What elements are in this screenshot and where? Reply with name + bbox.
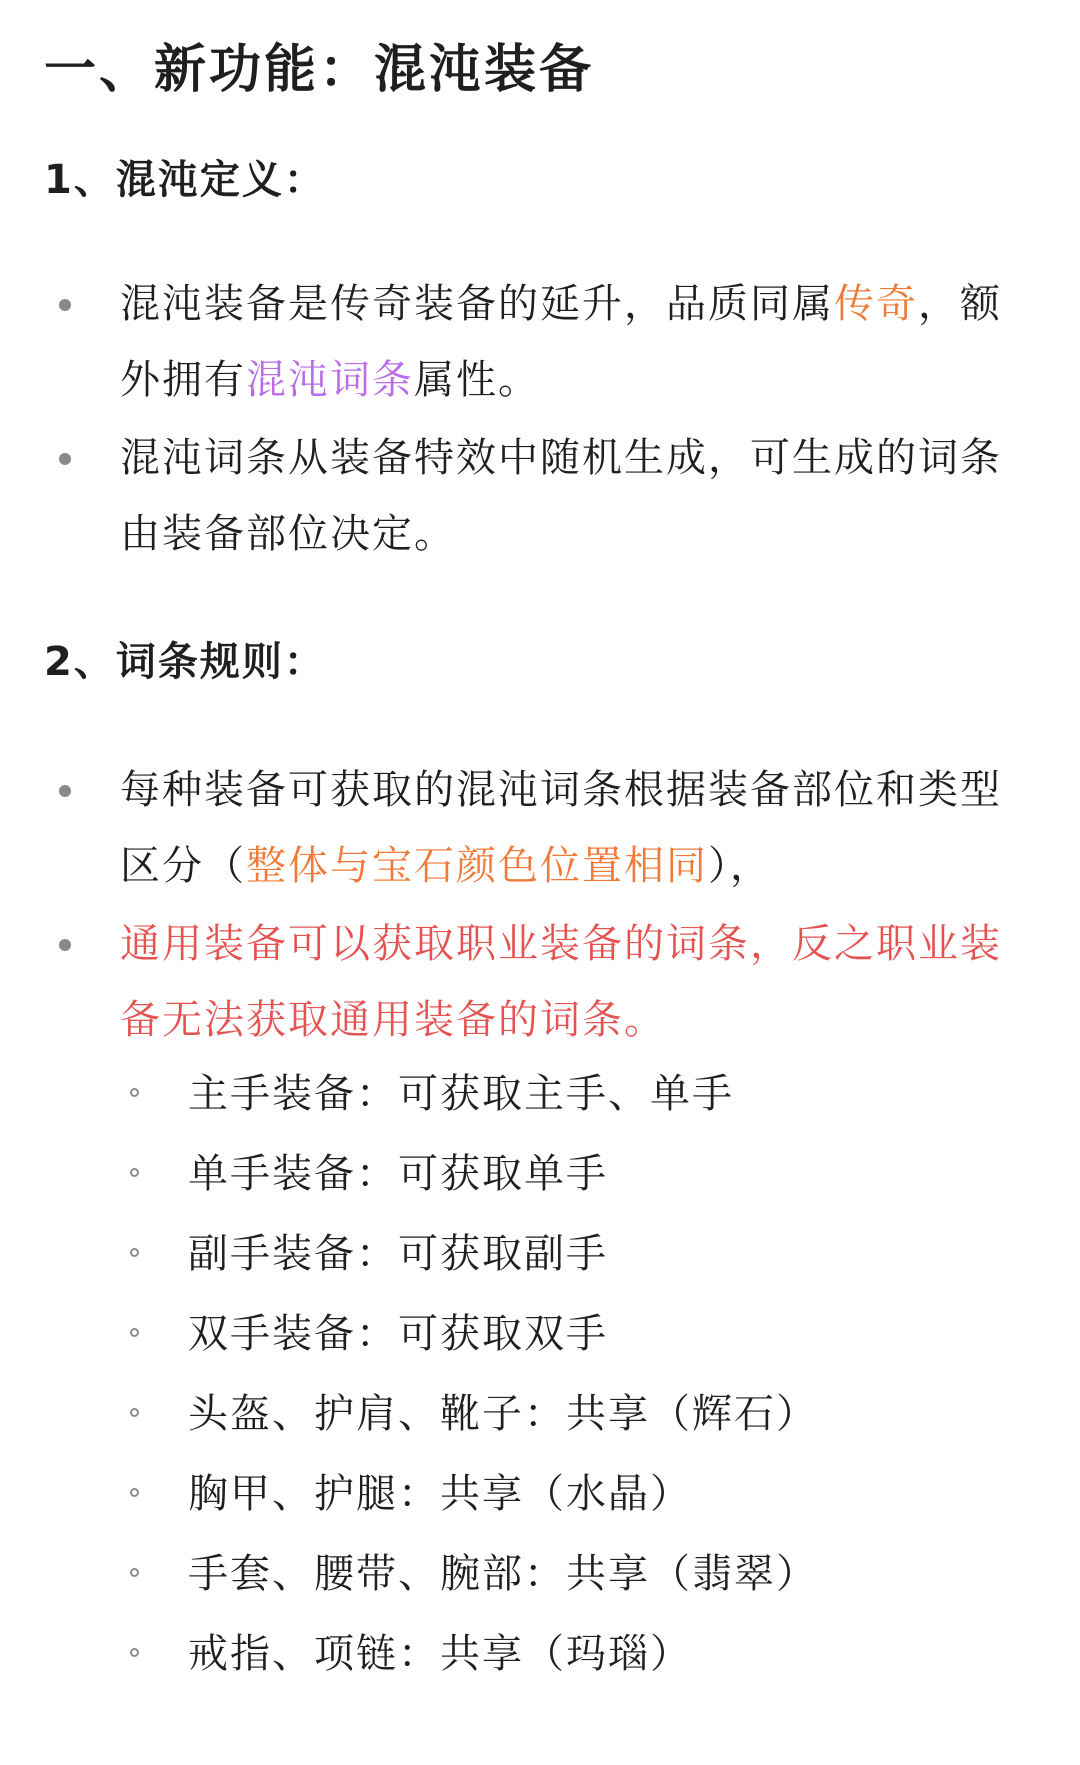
section-heading-definition: 1、混沌定义：: [44, 157, 326, 203]
list-item-text: 混沌词条从装备特效中随机生成，可生成的词条由装备部位决定。: [120, 435, 1002, 557]
bullet-dot-icon: [59, 939, 71, 951]
list-item-text-highlighted: 通用装备可以获取职业装备的词条，反之职业装备无法获取通用装备的词条。: [120, 921, 1002, 1043]
sub-list-item: [0, 1374, 1080, 1454]
bullet-circle-icon: [130, 1408, 139, 1417]
section-heading-affix-rules: 2、词条规则：: [44, 639, 326, 685]
bullet-circle-icon: [130, 1088, 139, 1097]
sub-list-item-text: 单手装备：可获取单手: [188, 1151, 608, 1197]
sub-list-item-text: 副手装备：可获取副手: [188, 1231, 608, 1277]
sub-list-item: [0, 1054, 1080, 1134]
sub-list-item: [0, 1214, 1080, 1294]
highlight-chaos-affix: 混沌词条: [246, 357, 414, 403]
bullet-circle-icon: [130, 1248, 139, 1257]
sub-list-item: [0, 1454, 1080, 1534]
sub-list-item: [0, 1534, 1080, 1614]
page-title: 一、新功能：混沌装备: [44, 40, 595, 100]
list-item-text: 混沌装备是传奇装备的延升，品质同属传奇，额外拥有混沌词条属性。: [120, 281, 1002, 403]
highlight-same-as-gem: 整体与宝石颜色位置相同: [246, 843, 708, 889]
sub-list-item-text: 胸甲、护腿：共享（水晶）: [188, 1471, 692, 1517]
bullet-dot-icon: [59, 299, 71, 311]
sub-list-item-text: 头盔、护肩、靴子：共享（辉石）: [188, 1391, 818, 1437]
sub-list-item: [0, 1614, 1080, 1694]
bullet-circle-icon: [130, 1648, 139, 1657]
bullet-circle-icon: [130, 1328, 139, 1337]
bullet-circle-icon: [130, 1488, 139, 1497]
sub-list-item: [0, 1294, 1080, 1374]
bullet-circle-icon: [130, 1168, 139, 1177]
sub-list-item-text: 主手装备：可获取主手、单手: [188, 1071, 734, 1117]
bullet-dot-icon: [59, 785, 71, 797]
list-item-text: 每种装备可获取的混沌词条根据装备部位和类型区分（整体与宝石颜色位置相同），: [120, 767, 1002, 889]
bullet-circle-icon: [130, 1568, 139, 1577]
sub-list-item: [0, 1134, 1080, 1214]
highlight-legendary: 传奇: [834, 281, 918, 327]
sub-list-item-text: 双手装备：可获取双手: [188, 1311, 608, 1357]
bullet-dot-icon: [59, 453, 71, 465]
sub-list-item-text: 戒指、项链：共享（玛瑙）: [188, 1631, 692, 1677]
sub-list-item-text: 手套、腰带、腕部：共享（翡翠）: [188, 1551, 818, 1597]
